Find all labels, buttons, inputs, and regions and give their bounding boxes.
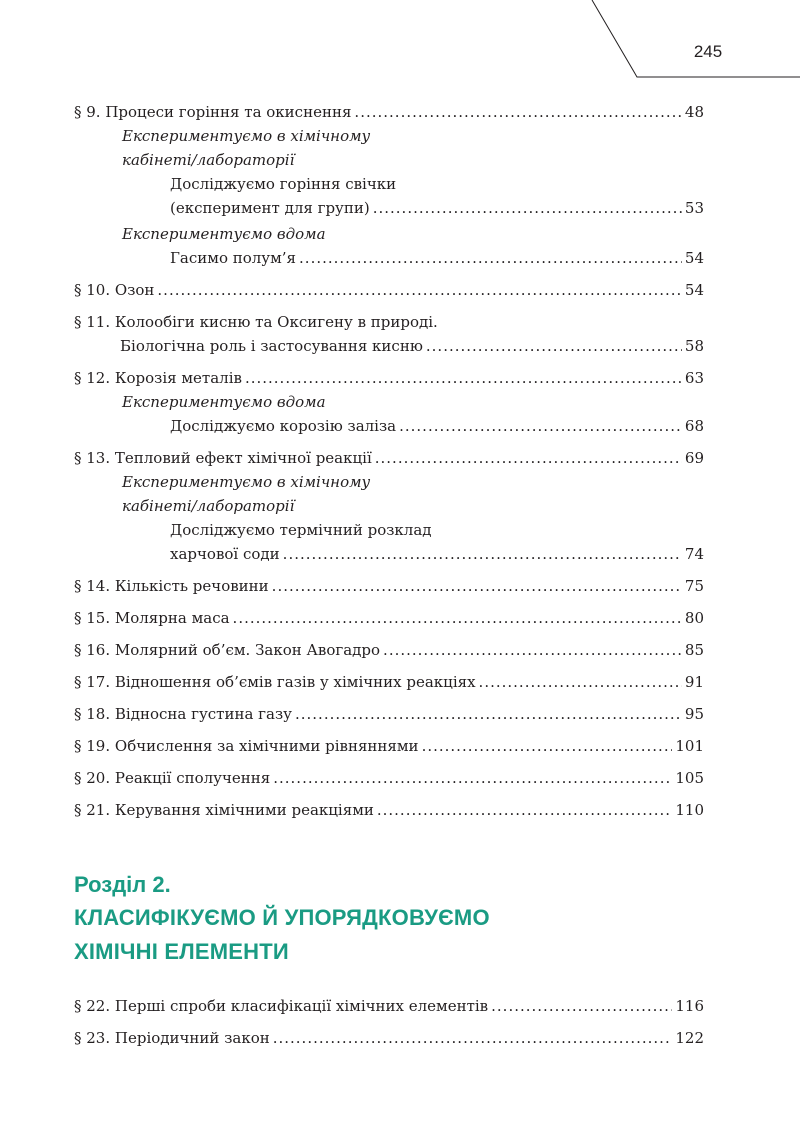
toc-entry-18[interactable]: § 18. Відносна густина газу ..... 95 [74,702,704,726]
toc-entry-20[interactable]: § 20. Реакції сполучення ..... 105 [74,766,704,790]
page-ref: 116 [675,997,704,1015]
toc-subentry-flame[interactable]: Гасимо полум’я ..... 54 [74,246,704,270]
page-ref: 74 [684,545,704,563]
toc-subentry-corrosion[interactable]: Досліджуємо корозію заліза ..... 68 [74,414,704,438]
toc-entry-22[interactable]: § 22. Перші спроби класифікації хімічних елементів ..... 116 [74,994,704,1018]
toc-entry-19[interactable]: § 19. Обчислення за хімічними рівняннями ..... 101 [74,734,704,758]
page-ref: 58 [684,337,704,355]
toc-entry-10[interactable]: § 10. Озон ..... 54 [74,278,704,302]
toc-entry-23[interactable]: § 23. Періодичний закон ..... 122 [74,1026,704,1050]
page-ref: 54 [684,249,704,267]
toc-subentry-soda[interactable]: Досліджуємо термічний розклад харчової соди ..... 74 [74,518,704,566]
toc-entry-17[interactable]: § 17. Відношення об’ємів газів у хімічних реакціях ..... 91 [74,670,704,694]
toc-entry-15[interactable]: § 15. Молярна маса ..... 80 [74,606,704,630]
lab-heading: кабінеті/лабораторії [122,151,295,169]
page-ref: 63 [684,369,704,387]
toc-entry-21[interactable]: § 21. Керування хімічними реакціями ..... 110 [74,798,704,822]
page-ref: 75 [684,577,704,595]
table-of-contents-chapter-2 [74,994,704,1050]
chapter-number: Розділ 2. [74,872,171,897]
page-ref: 95 [684,705,704,723]
page-ref: 68 [684,417,704,435]
toc-entry-12[interactable]: § 12. Корозія металів ..... 63 [74,366,704,390]
page-ref: 54 [684,281,704,299]
page-ref: 110 [675,801,704,819]
chapter-title: ХІМІЧНІ ЕЛЕМЕНТИ [74,939,289,964]
chapter-title: КЛАСИФІКУЄМО Й УПОРЯДКОВУЄМО [74,905,490,930]
page-ref: 69 [684,449,704,467]
toc-entry-11[interactable]: § 11. Колообіги кисню та Оксигену в природі. Біологічна роль і застосування кисню ..... 58 [74,310,704,358]
lab-heading: Експериментуємо в хімічному [122,473,371,491]
toc-entry-13[interactable]: § 13. Тепловий ефект хімічної реакції ..... 69 [74,446,704,470]
page-ref: 105 [675,769,704,787]
home-heading: Експериментуємо вдома [122,393,326,411]
page-ref: 101 [675,737,704,755]
page-ref: 80 [684,609,704,627]
toc-entry-14[interactable]: § 14. Кількість речовини ..... 75 [74,574,704,598]
page-ref: 48 [684,103,704,121]
lab-heading: кабінеті/лабораторії [122,497,295,515]
toc-entry-9[interactable]: § 9. Процеси горіння та окиснення ..... 48 [74,100,704,124]
home-heading: Експериментуємо вдома [122,225,326,243]
chapter-heading [74,870,714,968]
lab-heading: Експериментуємо в хімічному [122,127,371,145]
toc-subentry-candle[interactable]: Досліджуємо горіння свічки (експеримент для групи) ..... 53 [74,172,704,220]
page-ref: 91 [684,673,704,691]
table-of-contents [74,100,704,822]
page-number: 245 [693,42,723,61]
page-ref: 122 [675,1029,704,1047]
toc-entry-16[interactable]: § 16. Молярний об’єм. Закон Авогадро ..... 85 [74,638,704,662]
page-ref: 53 [684,199,704,217]
page-ref: 85 [684,641,704,659]
